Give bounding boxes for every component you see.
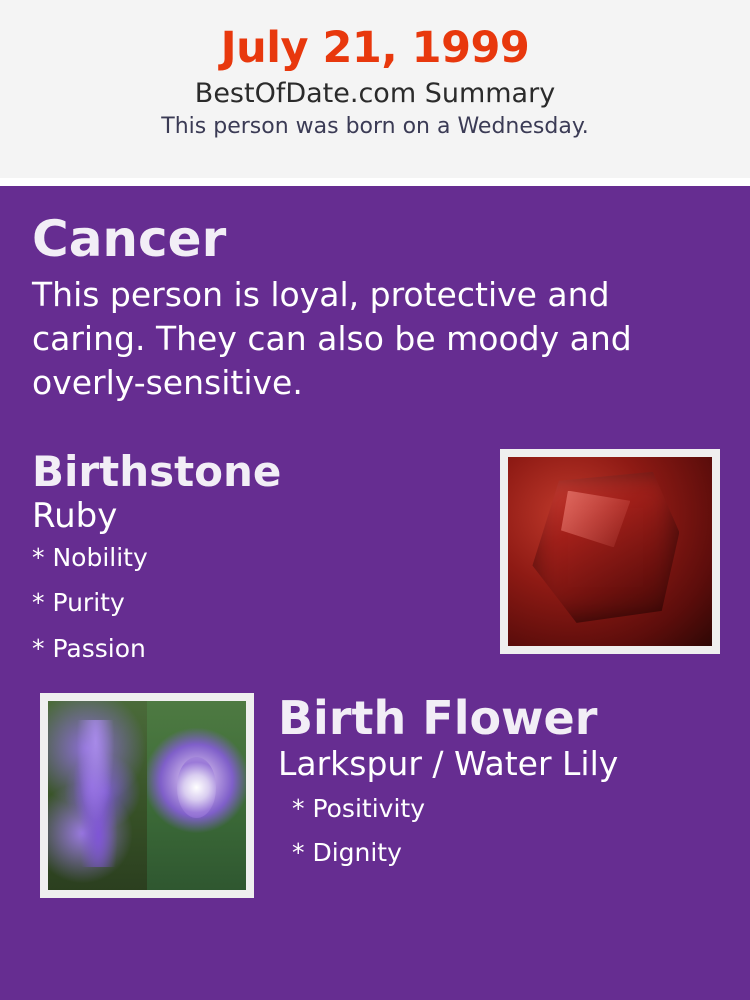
birthstone-trait: * Purity <box>32 588 125 618</box>
birth-flower-title: Birth Flower <box>278 690 598 745</box>
birth-flower-trait: * Dignity <box>292 837 402 867</box>
larkspur-photo-half <box>48 701 147 890</box>
born-day-text: This person was born on a Wednesday. <box>161 113 589 139</box>
water-lily-photo-half <box>147 701 246 890</box>
birthstone-section <box>32 446 718 669</box>
details-panel <box>0 186 750 1000</box>
birth-flower-name: Larkspur / Water Lily <box>278 744 619 784</box>
zodiac-sign-name: Cancer <box>32 210 227 268</box>
site-summary-label: BestOfDate.com Summary <box>194 78 556 110</box>
ruby-gemstone-image <box>508 457 712 646</box>
header <box>0 0 750 178</box>
birth-flower-section <box>32 690 718 913</box>
birth-flower-text <box>278 690 718 867</box>
larkspur-water-lily-image <box>48 701 246 890</box>
page-title-date: July 21, 1999 <box>220 23 530 73</box>
birthstone-trait: * Passion <box>32 633 146 663</box>
zodiac-description: This person is loyal, protective and caring. They can also be moody and overly-sensitive. <box>32 275 632 402</box>
birth-flower-image-frame <box>40 693 254 898</box>
header-divider <box>0 178 750 186</box>
zodiac-section <box>32 212 718 405</box>
birthstone-trait: * Nobility <box>32 542 148 572</box>
birth-flower-trait: * Positivity <box>292 794 425 824</box>
birthstone-title: Birthstone <box>32 446 282 496</box>
birthstone-image-frame <box>500 449 720 654</box>
birthstone-name: Ruby <box>32 495 118 536</box>
